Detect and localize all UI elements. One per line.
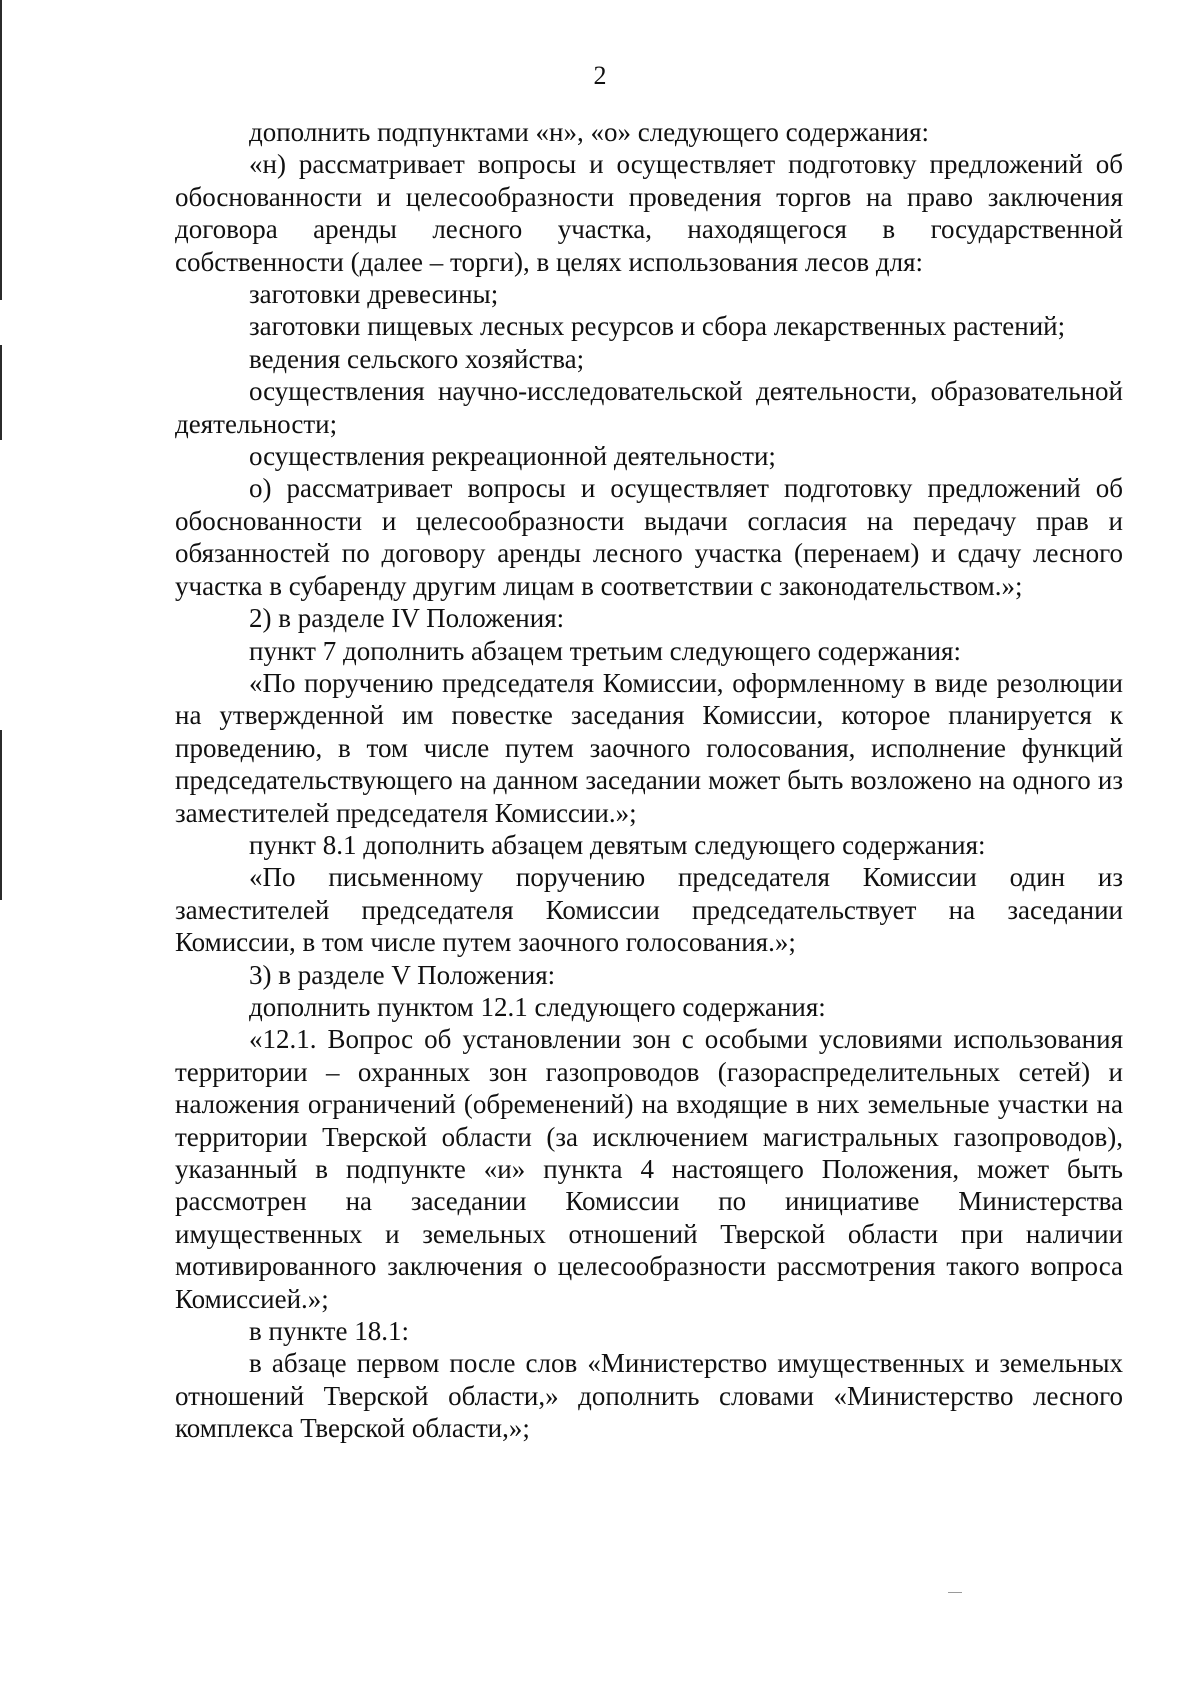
paragraph: «н) рассматривает вопросы и осуществляет подготовку предложений об обоснованности и целесообразности проведения торгов на право заключения договора аренды лесного участка, находящегося в государственной собственности (далее – торги), в целях использования лесов для:: [175, 149, 1123, 277]
paragraph: заготовки пищевых лесных ресурсов и сбора лекарственных растений;: [249, 311, 1066, 342]
paragraph: заготовки древесины;: [249, 279, 499, 310]
paragraph: 2) в разделе IV Положения:: [249, 603, 565, 634]
paragraph: в абзаце первом после слов «Министерство имущественных и земельных отношений Тверской области,» дополнить словами «Министерство лесного комплекса Тверской области,»;: [175, 1348, 1123, 1444]
paragraph: «По письменному поручению председателя Комиссии один из заместителей председателя Комиссии председательствует на заседании Комиссии, в том числе путем заочного голосования.»;: [175, 862, 1123, 958]
scan-edge-line: [0, 345, 2, 440]
paragraph: о) рассматривает вопросы и осуществляет подготовку предложений об обоснованности и целесообразности выдачи согласия на передачу прав и обязанностей по договору аренды лесного участка (перенаем) и сдачу лесного участка в субаренду другим лицам в соответствии с законодательством.»;: [175, 473, 1123, 601]
paragraph: пункт 7 дополнить абзацем третьим следующего содержания:: [249, 635, 961, 666]
scan-edge-line: [0, 0, 2, 300]
paragraph: ведения сельского хозяйства;: [249, 343, 585, 374]
paragraph: осуществления рекреационной деятельности;: [249, 441, 776, 472]
paragraph: осуществления научно-исследовательской деятельности, образовательной деятельности;: [175, 376, 1123, 439]
scan-mark: [948, 1592, 962, 1593]
page-number: 2: [593, 61, 607, 90]
paragraph: пункт 8.1 дополнить абзацем девятым следующего содержания:: [249, 829, 986, 860]
paragraph: дополнить пунктом 12.1 следующего содержания:: [249, 991, 826, 1022]
paragraph: 3) в разделе V Положения:: [249, 959, 556, 990]
paragraph: в пункте 18.1:: [249, 1316, 409, 1347]
paragraph: «12.1. Вопрос об установлении зон с особыми условиями использования территории – охранных зон газопроводов (газораспределительных сетей) и наложения ограничений (обременений) на входящие в них земельные участки на территории Тверской области (за исключением магистральных газопроводов), указанный в подпункте «и» пункта 4 настоящего Положения, может быть рассмотрен на заседании Комиссии по инициативе Министерства имущественных и земельных отношений Тверской области при наличии мотивированного заключения о целесообразности рассмотрения такого вопроса Комиссией.»;: [175, 1024, 1123, 1314]
paragraph: дополнить подпунктами «н», «о» следующего содержания:: [249, 117, 930, 147]
paragraph: «По поручению председателя Комиссии, оформленному в виде резолюции на утвержденной им повестке заседания Комиссии, которое планируется к проведению, в том числе путем заочного голосования, исполнение функций председательствующего на данном заседании может быть возложено на одного из заместителей председателя Комиссии.»;: [175, 667, 1123, 828]
document-body: [175, 116, 1123, 1445]
scan-edge-line: [0, 730, 2, 900]
